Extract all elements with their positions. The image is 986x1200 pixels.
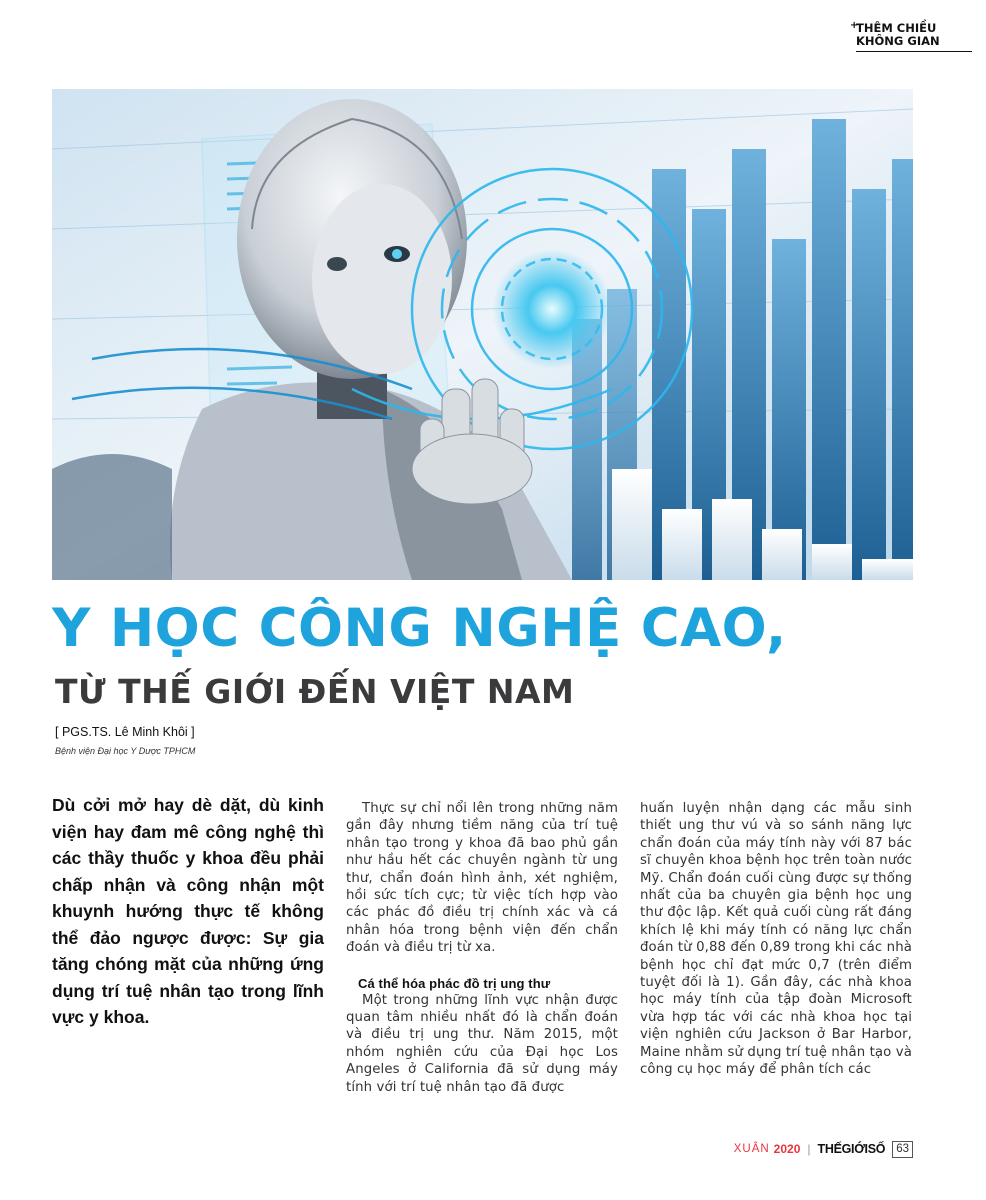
section-tag-line1: THÊM CHIỀU <box>856 21 937 35</box>
body-column-1 <box>346 800 618 1096</box>
hero-image <box>52 89 913 580</box>
body-column-2 <box>640 800 912 1079</box>
footer-season: XUÂN <box>733 1143 770 1155</box>
section-tag-line2: KHÔNG GIAN <box>856 34 940 48</box>
section-subheading: Cá thể hóa phác đồ trị ung thư <box>358 975 551 991</box>
article-title: Y HỌC CÔNG NGHỆ CAO, <box>52 598 787 659</box>
body-paragraph: huấn luyện nhận dạng các mẫu sinh thiết ung thư vú và so sánh năng lực chẩn đoán của máy tính này với 87 bác sĩ chuyên khoa bệnh học trên toàn nước Mỹ. Chẩn đoán cuối cùng được sự thống nhất của ba chuyên gia bệnh học ung thư độc lập. Kết quả cuối cùng rất đáng khích lệ khi máy tính có năng lực chẩn đoán từ 0,88 đến 0,89 trong khi các nhà bệnh học chỉ đạt mức 0,7 (trên điểm tuyệt đối là 1). Gần đây, các nhà khoa học máy tính của tập đoàn Microsoft vừa hợp tác với các nhà khoa học tại viện nghiên cứu Jackson ở Bar Harbor, Maine nhằm sử dụng trí tuệ nhân tạo và công cụ học máy để phân tích các <box>640 801 912 1078</box>
body-paragraph: Một trong những lĩnh vực nhận được quan tâm nhiều nhất đó là chẩn đoán và điều trị ung thư. Năm 2015, một nhóm nghiên cứu của Đại học Los Angeles ở California đã sử dụng máy tính với trí tuệ nhân tạo đã được <box>346 992 618 1095</box>
page-number: 63 <box>892 1141 913 1158</box>
footer-year: 2020 <box>773 1142 801 1156</box>
plus-marker: + <box>850 20 859 31</box>
article-subtitle: TỪ THẾ GIỚI ĐẾN VIỆT NAM <box>55 672 575 711</box>
body-paragraph: Thực sự chỉ nổi lên trong những năm gần đây nhưng tiềm năng của trí tuệ nhân tạo trong y khoa đã bao phủ gần như hầu hết các chuyên ngành từ ung thư, chẩn đoán hình ảnh, xét nghiệm, hồi sức tích cực; từ việc tích hợp vào các phác đồ điều trị chính xác và cá nhân hóa trong bệnh viện đến chẩn đoán và điều trị từ xa. <box>346 801 618 956</box>
author-byline: [ PGS.TS. Lê Minh Khôi ] <box>55 725 195 739</box>
footer-separator: | <box>807 1142 811 1156</box>
page-footer <box>734 1140 913 1158</box>
magazine-brand: THẾGIỚISỐ <box>817 1142 886 1156</box>
section-tag <box>850 20 972 52</box>
lead-paragraph: Dù cởi mở hay dè dặt, dù kinh viện hay đam mê công nghệ thì các thầy thuốc y khoa đều phải chấp nhận và công nhận một khuynh hướng thực tế không thể đảo ngược được: Sự gia tăng chóng mặt của những ứng dụng trí tuệ nhân tạo trong lĩnh vực y khoa. <box>52 795 324 1027</box>
author-affiliation: Bệnh viện Đại học Y Dược TPHCM <box>55 746 196 756</box>
